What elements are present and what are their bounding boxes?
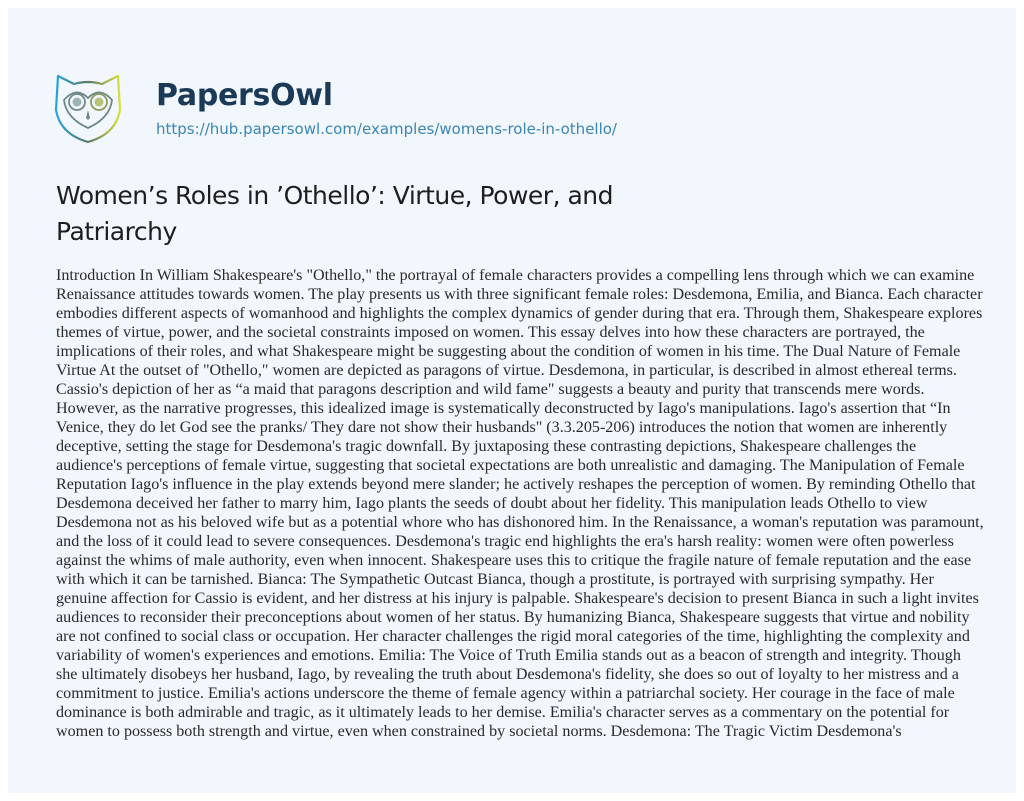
article-body: Introduction In William Shakespeare's "Othello," the portrayal of female characters provides a compelling lens through which we can examine Renaissance attitudes towards women. The play presents us with three significant female roles: Desdemona, Emilia, and Bianca. Each character embodies different aspects of womanhood and highlights the complex dynamics of gender during that era. Through them, Shakespeare explores themes of virtue, power, and the societal constraints imposed on women. This essay delves into how these characters are portrayed, the implications of their roles, and what Shakespeare might be suggesting about the condition of women in his time. The Dual Nature of Female Virtue At the outset of "Othello," women are depicted as paragons of virtue. Desdemona, in particular, is described in almost ethereal terms. Cassio's depiction of her as “a maid that paragons description and wild fame" suggests a beauty and purity that transcends mere words. However, as the narrative progresses, this idealized image is systematically deconstructed by Iago's manipulations. Iago's assertion that “In Venice, they do let God see the pranks/ They dare not show their husbands" (3.3.205-206) introduces the notion that women are inherently deceptive, setting the stage for Desdemona's tragic downfall. By juxtaposing these contrasting depictions, Shakespeare challenges the audience's perceptions of female virtue, suggesting that societal expectations are both unrealistic and damaging. The Manipulation of Female Reputation Iago's influence in the play extends beyond mere slander; he actively reshapes the perception of women. By reminding Othello that Desdemona deceived her father to marry him, Iago plants the seeds of doubt about her fidelity. This manipulation leads Othello to view Desdemona not as his beloved wife but as a potential whore who has dishonored him. In the Renaissance, a woman's reputation was paramount, and the loss of it could lead to severe consequences. Desdemona's tragic end highlights the era's harsh reality: women were often powerless against the whims of male authority, even when innocent. Shakespeare uses this to critique the fragile nature of female reputation and the ease with which it can be tarnished. Bianca: The Sympathetic Outcast Bianca, though a prostitute, is portrayed with surprising sympathy. Her genuine affection for Cassio is evident, and her distress at his injury is palpable. Shakespeare's decision to present Bianca in such a light invites audiences to reconsider their preconceptions about women of her status. By humanizing Bianca, Shakespeare suggests that virtue and nobility are not confined to social class or occupation. Her character challenges the rigid moral categories of the time, highlighting the complexity and variability of women's experiences and emotions. Emilia: The Voice of Truth Emilia stands out as a beacon of strength and integrity. Though she ultimately disobeys her husband, Iago, by revealing the truth about Desdemona's fidelity, she does so out of loyalty to her mistress and a commitment to justice. Emilia's actions underscore the theme of female agency within a patriarchal society. Her courage in the face of male dominance is both admirable and tragic, as it ultimately leads to her demise. Emilia's character serves as a commentary on the potential for women to possess both strength and virtue, even when constrained by societal norms. Desdemona: The Tragic Victim Desdemona's <box>56 267 984 740</box>
site-header <box>50 70 617 146</box>
brand-block <box>156 78 617 138</box>
article-title: Women’s Roles in ’Othello’: Virtue, Power, and Patriarchy <box>56 181 613 246</box>
brand-name[interactable]: PapersOwl <box>156 78 333 113</box>
page-background <box>8 8 1016 793</box>
source-url-link[interactable]: https://hub.papersowl.com/examples/womens-role-in-othello/ <box>156 120 617 138</box>
owl-logo-icon <box>50 70 126 146</box>
